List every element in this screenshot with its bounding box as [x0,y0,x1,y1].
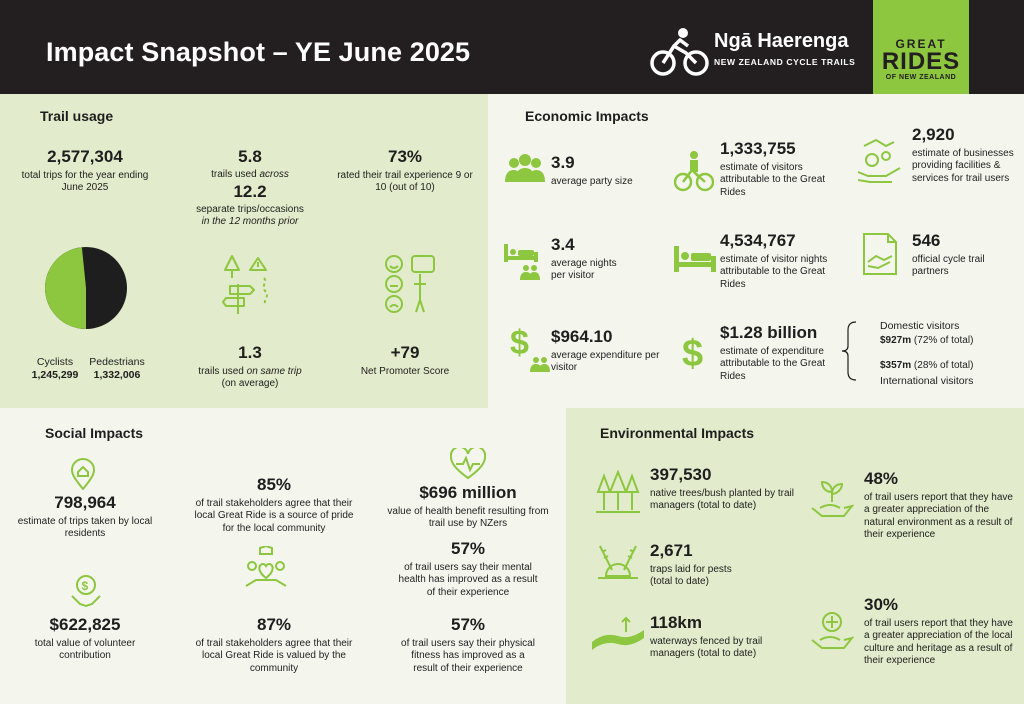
trees-stat [650,466,800,513]
stat-desc: value of health benefit resulting from trail use by NZers [387,505,549,530]
stat-value: 57% [450,539,486,558]
stat-value: 2,920 [912,125,955,144]
stat-value: 118km [650,613,702,632]
split-label: Domestic visitors [880,320,960,332]
nps-stat [335,344,475,378]
desc-text: trails used [211,168,260,180]
svg-text:$: $ [682,333,704,372]
svg-text:$: $ [81,579,89,593]
heart-health-icon [450,448,486,480]
stat-desc: of trail users report that they have a greater appreciation of the local culture and heritage as a result of their experience [864,617,1013,667]
rated-stat [335,148,475,195]
stat-desc: of trail stakeholders agree that their local Great Ride is valued by the community [195,637,353,674]
volunteer-hands-dollar-icon [70,574,102,608]
stat-value-secondary: 12.2 [233,182,267,202]
bed-visitor-nights-icon [674,246,716,272]
stat-label: Pedestrians [89,356,145,368]
stat-value: $964.10 [551,327,613,346]
native-trees-icon [596,470,640,514]
stat-desc: average nights per visitor [551,257,617,282]
cyclist-logo-icon [650,26,710,78]
stat-desc: of trail users say their mental health has improved as a result of their experience [398,561,538,598]
survey-rating-icon [382,254,438,314]
stat-label: Cyclists [36,356,74,368]
badge-line-3: OF NEW ZEALAND [885,74,957,81]
stat-value: 1,333,755 [720,139,796,158]
trail-usage-panel [0,94,488,408]
dollar-people-icon [510,324,550,372]
international-split [880,360,1020,388]
stat-desc: native trees/bush planted by trail managers (total to date) [650,487,794,512]
desc-italic: across [259,168,289,180]
stat-value: 30% [864,595,899,614]
party-size-stat [551,154,661,188]
stat-desc [180,169,320,182]
volunteer-stat [15,616,155,663]
stat-value: 1.3 [238,343,262,362]
stat-value: 85% [256,475,292,494]
logo-name: Ngā Haerenga [714,30,849,52]
stat-desc: of trail users report that they have a greater appreciation of the natural environment as a result of their experience [864,491,1013,541]
stat-desc: separate trips/occasions [196,203,304,215]
pedestrians-stat [84,356,150,382]
stat-value: 3.9 [551,153,575,172]
stat-desc: waterways fenced by trail managers (total to date) [650,635,763,660]
home-location-icon [70,458,96,490]
stat-desc: average expenditure per visitor [551,349,660,374]
stat-desc: estimate of businesses providing facilities & services for trail users [912,147,1014,184]
local-trips-stat [15,494,155,541]
section-heading: Trail usage [40,108,114,124]
domestic-split [880,320,1020,348]
stat-desc-sub: (on average) [221,378,279,390]
pride-stat [188,476,360,535]
logo-subtitle: NEW ZEALAND CYCLE TRAILS [714,57,856,67]
community-heart-icon [244,546,288,590]
stat-value: 57% [450,615,486,634]
mental-stat [380,540,556,599]
stat-value: 87% [256,615,292,634]
svg-text:$: $ [510,324,529,362]
stat-desc: Net Promoter Score [360,365,450,377]
split-label: International visitors [880,374,974,387]
stat-value: $696 million [419,483,517,502]
stat-value: 3.4 [551,235,575,254]
badge-line-2: RIDES [881,48,961,75]
waterways-stat [650,614,800,661]
nga-haerenga-logo [650,26,860,78]
culture-stat [864,596,1020,668]
stat-desc: total trips for the year ending June 2025 [21,169,149,194]
stat-desc: total value of volunteer contribution [34,637,136,662]
stat-value: 2,577,304 [47,147,123,166]
social-impacts-panel [0,408,566,704]
stat-value: 798,964 [54,493,116,512]
physical-stat [380,616,556,675]
section-heading: Social Impacts [45,425,144,441]
stat-desc-italic: in the 12 months prior [201,216,299,228]
valued-stat [188,616,360,675]
stat-desc: estimate of visitors attributable to the Great Rides [720,161,826,198]
dollar-icon [682,332,712,372]
visitors-stat [720,140,840,199]
stat-value: 48% [864,469,899,488]
stat-value: 2,671 [650,541,693,560]
cyclist-visitor-icon [674,150,714,192]
total-trips-stat [15,148,155,195]
signpost-trail-icon [222,254,274,316]
stat-value: 4,534,767 [720,231,796,250]
partner-agreement-icon [860,232,900,276]
stat-value: 5.8 [238,147,262,166]
stat-value: 1,245,299 [31,369,79,382]
stat-value: 397,530 [650,465,712,484]
stat-desc: average party size [551,175,633,187]
pest-trap-icon [596,542,640,582]
split-brace-icon [840,320,858,382]
split-value: $927m (72% of total) [880,335,974,347]
bed-nights-icon [504,240,544,280]
cyclists-stat [22,356,88,382]
stat-desc: estimate of trips taken by local residents [17,515,153,540]
stat-desc: rated their trail experience 9 or 10 (out of 10) [337,169,473,194]
split-value: $357m (28% of total) [880,360,974,371]
stat-desc: traps laid for pests (total to date) [650,563,732,588]
stat-value: $1.28 billion [720,323,818,342]
group-people-icon [505,154,545,184]
stat-desc: estimate of expenditure attributable to the Great Rides [720,345,826,382]
visitor-nights-stat [720,232,840,291]
stat-value: 546 [912,231,941,250]
culture-hand-icon [810,610,854,652]
stat-value: +79 [390,343,420,362]
pie-cyclists-slice [45,247,86,329]
stat-desc: estimate of visitor nights attributable to the Great Rides [720,253,828,290]
trail-users-pie-chart [44,246,128,330]
section-heading: Economic Impacts [525,108,649,124]
same-trip-stat [180,344,320,391]
businesses-stat [912,126,1024,185]
header-banner [0,0,1024,94]
nights-stat [551,236,661,283]
stat-value: 73% [387,147,423,166]
seedling-hand-icon [810,478,854,520]
total-expenditure-stat [720,324,840,383]
environmental-impacts-panel [566,408,1024,704]
economic-impacts-panel [488,94,1024,408]
expenditure-stat [551,328,661,375]
nature-stat [864,470,1020,542]
stat-value: 1,332,006 [93,369,141,382]
business-handshake-gears-icon [856,138,904,184]
traps-stat [650,542,800,589]
page-title: Impact Snapshot – YE June 2025 [46,37,471,67]
badge-line-1: GREAT [895,37,947,51]
partners-stat [912,232,1024,279]
stat-desc: trails used on same trip [198,365,302,377]
stat-value: $622,825 [49,615,121,634]
stat-desc: of trail stakeholders agree that their local Great Ride is a source of pride for the local community [194,497,354,534]
stat-desc: of trail users say their physical fitness has improved as a result of their experience [401,637,535,674]
section-heading: Environmental Impacts [600,425,755,441]
health-value-stat [380,484,556,531]
waterway-fence-icon [590,614,646,654]
trails-used-stat [180,148,320,229]
stat-desc: official cycle trail partners [912,253,985,278]
